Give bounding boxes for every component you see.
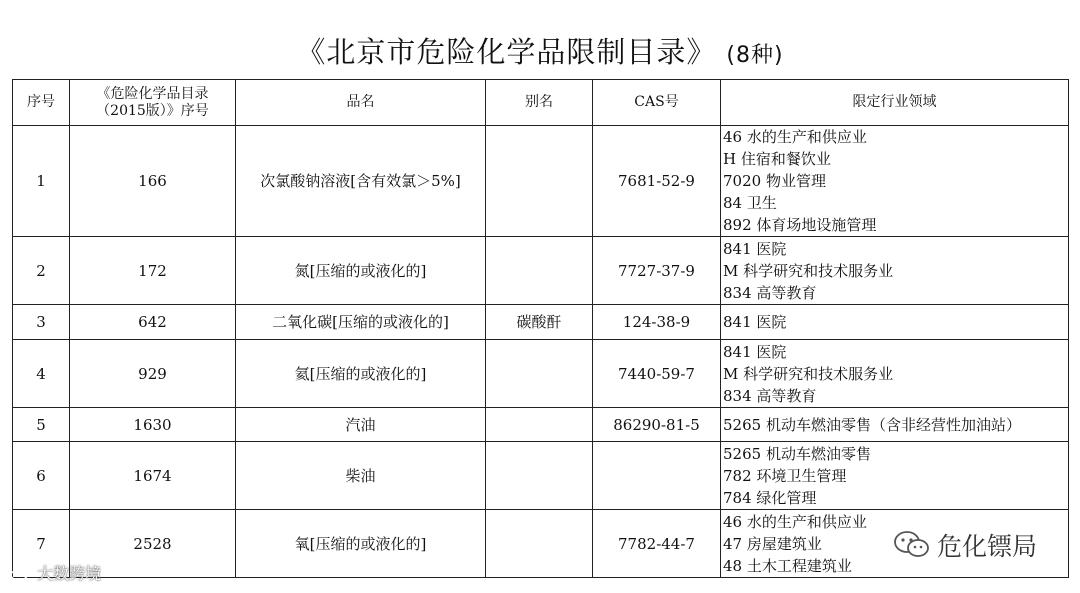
watermark-left-text: 大数跨境 (37, 564, 102, 583)
industry-item: 46 水的生产和供应业 (723, 512, 867, 531)
industry-item: M 科学研究和技术服务业 (723, 364, 894, 383)
cell-product-name: 二氧化碳[压缩的或液化的] (236, 305, 486, 340)
cell-alias (486, 442, 593, 510)
cell-catalog-number: 1630 (70, 408, 236, 442)
cell-cas: 86290-81-5 (593, 408, 721, 442)
cell-serial: 7 (13, 510, 70, 578)
industry-item: H 住宿和餐饮业 (723, 150, 831, 168)
industry-item: 5265 机动车燃油零售 (723, 444, 871, 463)
cell-industries (721, 305, 1069, 340)
industry-item: 841 医院 (723, 239, 787, 258)
cell-serial: 4 (13, 340, 70, 408)
cell-product-name: 汽油 (236, 408, 486, 442)
cell-catalog-number: 2528 (70, 510, 236, 578)
table-header-row (13, 80, 1069, 126)
cell-alias (486, 237, 593, 305)
table-row (13, 126, 1069, 237)
cell-product-name: 氧[压缩的或液化的] (236, 510, 486, 578)
industry-item: 47 房屋建筑业 (723, 534, 822, 553)
watermark-right (893, 527, 1037, 563)
cell-catalog-number: 166 (70, 126, 236, 237)
cell-cas: 7681-52-9 (593, 126, 721, 237)
title-text: 《北京市危险化学品限制目录》 (296, 35, 717, 69)
table-row (13, 408, 1069, 442)
cell-alias (486, 340, 593, 408)
table-row (13, 442, 1069, 510)
table-row (13, 340, 1069, 408)
watermark-left (10, 561, 101, 584)
cell-product-name: 氮[压缩的或液化的] (236, 237, 486, 305)
cell-alias: 碳酸酐 (486, 305, 593, 340)
header-product-name: 品名 (236, 80, 486, 126)
cell-alias (486, 126, 593, 237)
industry-item: 784 绿化管理 (723, 488, 817, 507)
hazardous-chemicals-table (12, 79, 1069, 578)
cell-cas: 7440-59-7 (593, 340, 721, 408)
cell-industries (721, 126, 1069, 237)
header-industries: 限定行业领域 (721, 80, 1069, 126)
table-row (13, 305, 1069, 340)
industry-item: 834 高等教育 (723, 283, 817, 302)
cell-serial: 1 (13, 126, 70, 237)
cell-catalog-number: 172 (70, 237, 236, 305)
cell-serial: 6 (13, 442, 70, 510)
cell-cas: 124-38-9 (593, 305, 721, 340)
industry-item: 46 水的生产和供应业 (723, 128, 867, 146)
cell-industries (721, 237, 1069, 305)
industry-item: M 科学研究和技术服务业 (723, 261, 894, 280)
page-title (0, 30, 1080, 71)
header-cas: CAS号 (593, 80, 721, 126)
industry-item: 782 环境卫生管理 (723, 466, 847, 485)
cell-serial: 3 (13, 305, 70, 340)
industry-item: 7020 物业管理 (723, 172, 826, 190)
cell-cas (593, 442, 721, 510)
cell-product-name: 氦[压缩的或液化的] (236, 340, 486, 408)
cell-product-name: 柴油 (236, 442, 486, 510)
title-count: (8种) (726, 43, 784, 68)
cell-catalog-number: 929 (70, 340, 236, 408)
industry-item: 841 医院 (723, 313, 787, 331)
industry-item: 841 医院 (723, 342, 787, 361)
cell-cas: 7782-44-7 (593, 510, 721, 578)
industry-item: 834 高等教育 (723, 386, 817, 405)
industry-item: 892 体育场地设施管理 (723, 216, 877, 234)
cell-alias (486, 408, 593, 442)
watermark-right-text: 危化镖局 (937, 532, 1038, 561)
table-row (13, 237, 1069, 305)
cell-product-name: 次氯酸钠溶液[含有效氯＞5%] (236, 126, 486, 237)
weibo-icon (10, 565, 32, 581)
cell-cas: 7727-37-9 (593, 237, 721, 305)
header-catalog-number: 《危险化学品目录（2015版）》序号 (70, 80, 236, 126)
cell-catalog-number: 642 (70, 305, 236, 340)
cell-alias (486, 510, 593, 578)
industry-item: 84 卫生 (723, 194, 777, 212)
header-serial: 序号 (13, 80, 70, 126)
cell-serial: 5 (13, 408, 70, 442)
industry-item: 5265 机动车燃油零售（含非经营性加油站） (723, 415, 1021, 434)
header-alias: 别名 (486, 80, 593, 126)
cell-industries (721, 340, 1069, 408)
cell-catalog-number: 1674 (70, 442, 236, 510)
wechat-icon (893, 530, 931, 560)
cell-industries (721, 408, 1069, 442)
cell-serial: 2 (13, 237, 70, 305)
cell-industries (721, 442, 1069, 510)
industry-item: 48 土木工程建筑业 (723, 556, 852, 575)
